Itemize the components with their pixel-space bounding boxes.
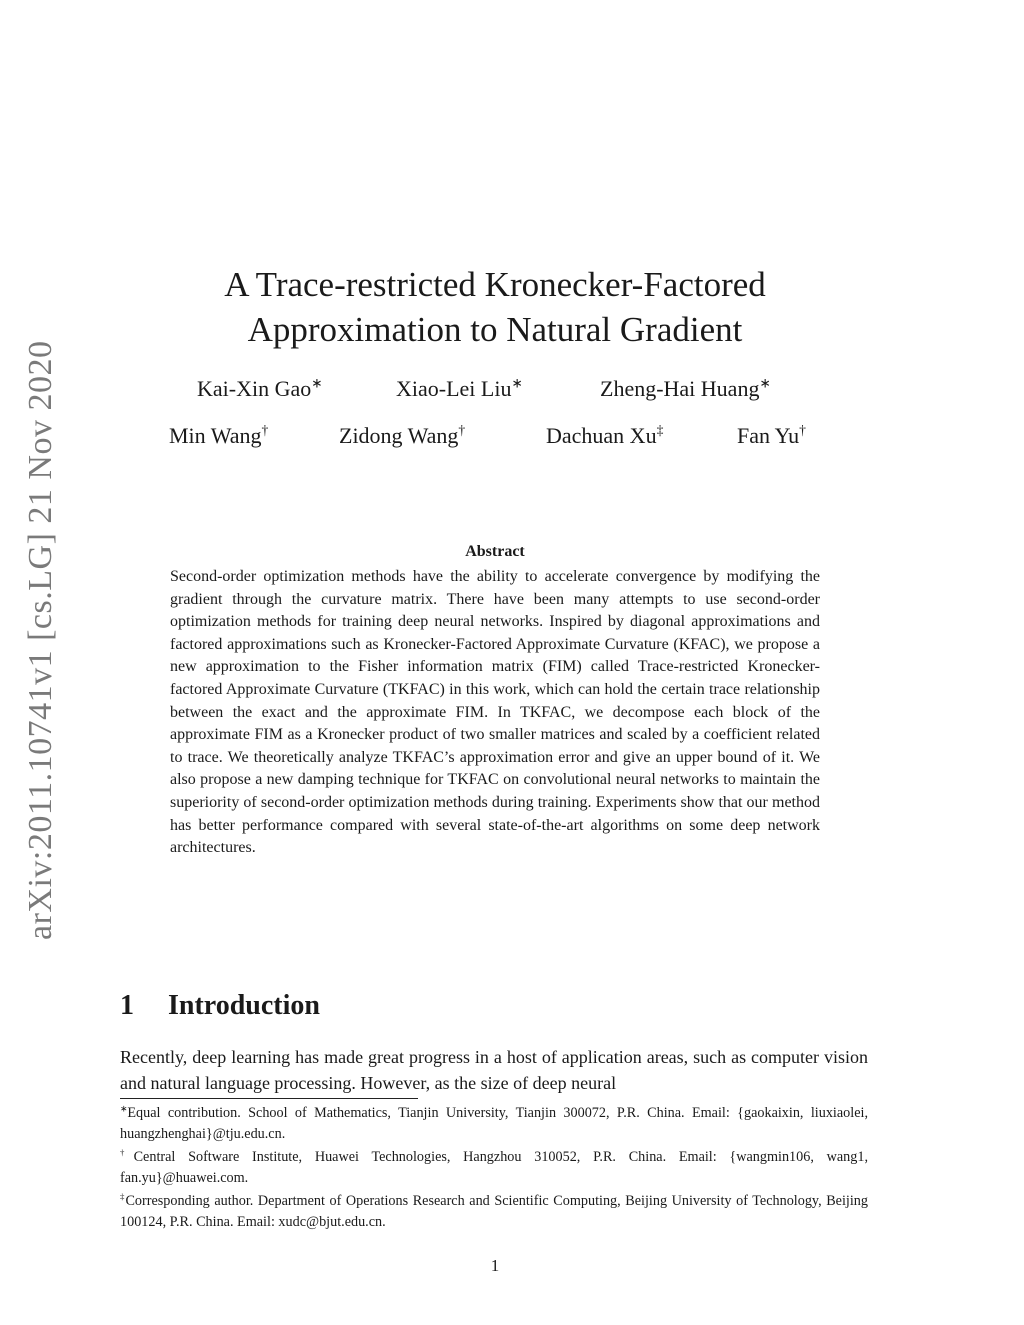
paper-title (0, 262, 990, 352)
footnote-mark: ∗ (120, 1103, 128, 1114)
introduction-paragraph: Recently, deep learning has made great progress in a host of application areas, such as computer vision and natural language processing. However, as the size of deep neural (120, 1047, 868, 1093)
title-line-2: Approximation to Natural Gradient (247, 310, 743, 349)
section-title: Introduction (168, 990, 320, 1021)
footnote-mark: † (120, 1147, 134, 1158)
author: Xiao-Lei Liu∗ (396, 375, 523, 401)
author: Zidong Wang† (339, 422, 466, 448)
author: Min Wang† (169, 422, 269, 448)
section-number: 1 (120, 990, 134, 1021)
author-row-2 (0, 423, 1024, 453)
abstract-body: Second-order optimization methods have the ability to accelerate convergence by modifying the gradient through the curvature matrix. There have been many attempts to use second-order optimization methods for training deep neural networks. Inspired by diagonal approximations and factored approximations such as Kronecker-Factored Approximate Curvature (KFAC), we propose a new approximation to the Fisher information matrix (FIM) called Trace-restricted Kronecker-factored Approximate Curvature (TKFAC) in this work, which can hold the certain trace relationship between the exact and the approximate FIM. In TKFAC, we decompose each block of the approximate FIM as a Kronecker product of two smaller matrices and scaled by a coefficient related to trace. We theoretically analyze TKFAC’s approximation error and give an upper bound of it. We also propose a new damping technique for TKFAC on convolutional neural networks to maintain the superiority of second-order optimization methods during training. Experiments show that our method has better performance compared with several state-of-the-art algorithms on some deep network architectures. (170, 568, 820, 857)
abstract-heading: Abstract (465, 543, 525, 560)
section-heading (120, 990, 320, 1022)
arxiv-identifier-stamp: arXiv:2011.10741v1 [cs.LG] 21 Nov 2020 (22, 340, 59, 940)
page-number: 1 (490, 1256, 500, 1275)
footnote-mark: ‡ (120, 1191, 126, 1202)
author: Zheng-Hai Huang∗ (600, 375, 771, 401)
footnotes (120, 1103, 868, 1233)
footnote: ∗Equal contribution. School of Mathematics, Tianjin University, Tianjin 300072, P.R. China. Email: {gaokaixin, liuxiaolei, huangzhenghai}@tju.edu.cn. (120, 1103, 868, 1142)
title-line-1: A Trace-restricted Kronecker-Factored (224, 265, 766, 304)
footnote: †Central Software Institute, Huawei Technologies, Hangzhou 310052, P.R. China. Email: {wangmin106, wang1, fan.yu}@huawei.com. (120, 1147, 868, 1186)
author-row-1 (0, 376, 1024, 406)
author: Dachuan Xu‡ (546, 422, 664, 448)
footnote: ‡Corresponding author. Department of Operations Research and Scientific Computing, Beijing University of Technology, Beijing 100124, P.R. China. Email: xudc@bjut.edu.cn. (120, 1191, 868, 1230)
footnote-divider (120, 1098, 418, 1099)
author: Kai-Xin Gao∗ (197, 375, 323, 401)
author: Fan Yu† (737, 422, 806, 448)
